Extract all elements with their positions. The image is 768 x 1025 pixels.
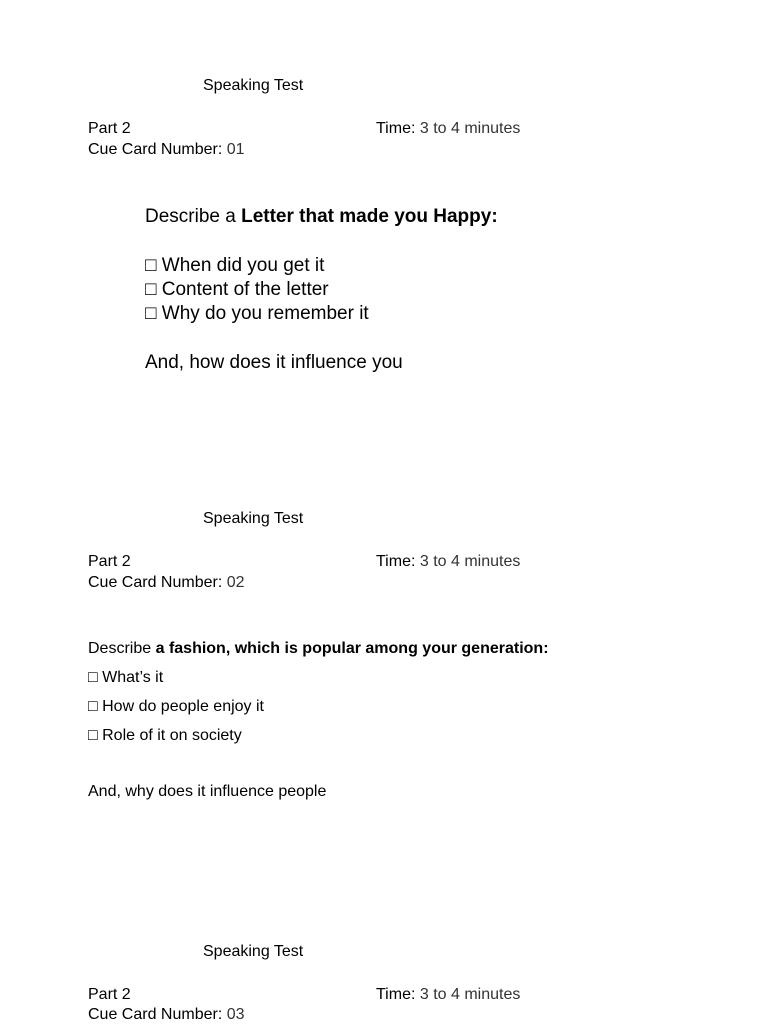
prompt-topic: a fashion, which is popular among your generation:: [155, 640, 549, 657]
list-item: □ How do people enjoy it: [88, 698, 264, 715]
prompt-prefix: Describe: [88, 640, 152, 657]
card-1-cue-number: [88, 139, 245, 160]
time-value: 3 to 4 minutes: [419, 120, 521, 137]
list-item: □ Content of the letter: [145, 279, 329, 300]
cue-value: 01: [226, 141, 245, 158]
cue-label: Cue Card Number:: [88, 141, 223, 158]
prompt-topic: Letter that made you Happy:: [241, 206, 498, 227]
cue-label: Cue Card Number:: [88, 1006, 223, 1023]
card-1-prompt: [145, 206, 498, 228]
card-1-time: [376, 118, 520, 139]
cue-value: 02: [226, 574, 245, 591]
cue-label: Cue Card Number:: [88, 574, 223, 591]
cue-value: 03: [226, 1006, 245, 1023]
card-3-title: Speaking Test: [203, 943, 304, 960]
card-2-cue-number: [88, 572, 245, 593]
card-2-part: Part 2: [88, 553, 131, 570]
card-2-time: [376, 551, 520, 572]
time-label: Time:: [376, 986, 416, 1003]
card-1-part: Part 2: [88, 120, 131, 137]
card-2-bullet-list: [88, 663, 264, 750]
card-2-title: Speaking Test: [203, 510, 304, 527]
card-2-follow-up: And, why does it influence people: [88, 783, 327, 800]
time-value: 3 to 4 minutes: [419, 986, 521, 1003]
list-item: □ Role of it on society: [88, 727, 242, 744]
time-label: Time:: [376, 120, 416, 137]
card-3-cue-number: [88, 1004, 245, 1025]
list-item: □ Why do you remember it: [145, 303, 369, 324]
card-1-follow-up: And, how does it influence you: [145, 352, 403, 373]
card-1-title: Speaking Test: [203, 77, 304, 94]
card-2-prompt: [88, 640, 549, 658]
card-3-part: Part 2: [88, 986, 131, 1003]
prompt-prefix: Describe a: [145, 206, 236, 227]
time-value: 3 to 4 minutes: [419, 553, 521, 570]
card-1-bullet-list: [145, 254, 369, 326]
list-item: □ When did you get it: [145, 255, 325, 276]
list-item: □ What’s it: [88, 669, 164, 686]
time-label: Time:: [376, 553, 416, 570]
card-3-time: [376, 984, 520, 1005]
